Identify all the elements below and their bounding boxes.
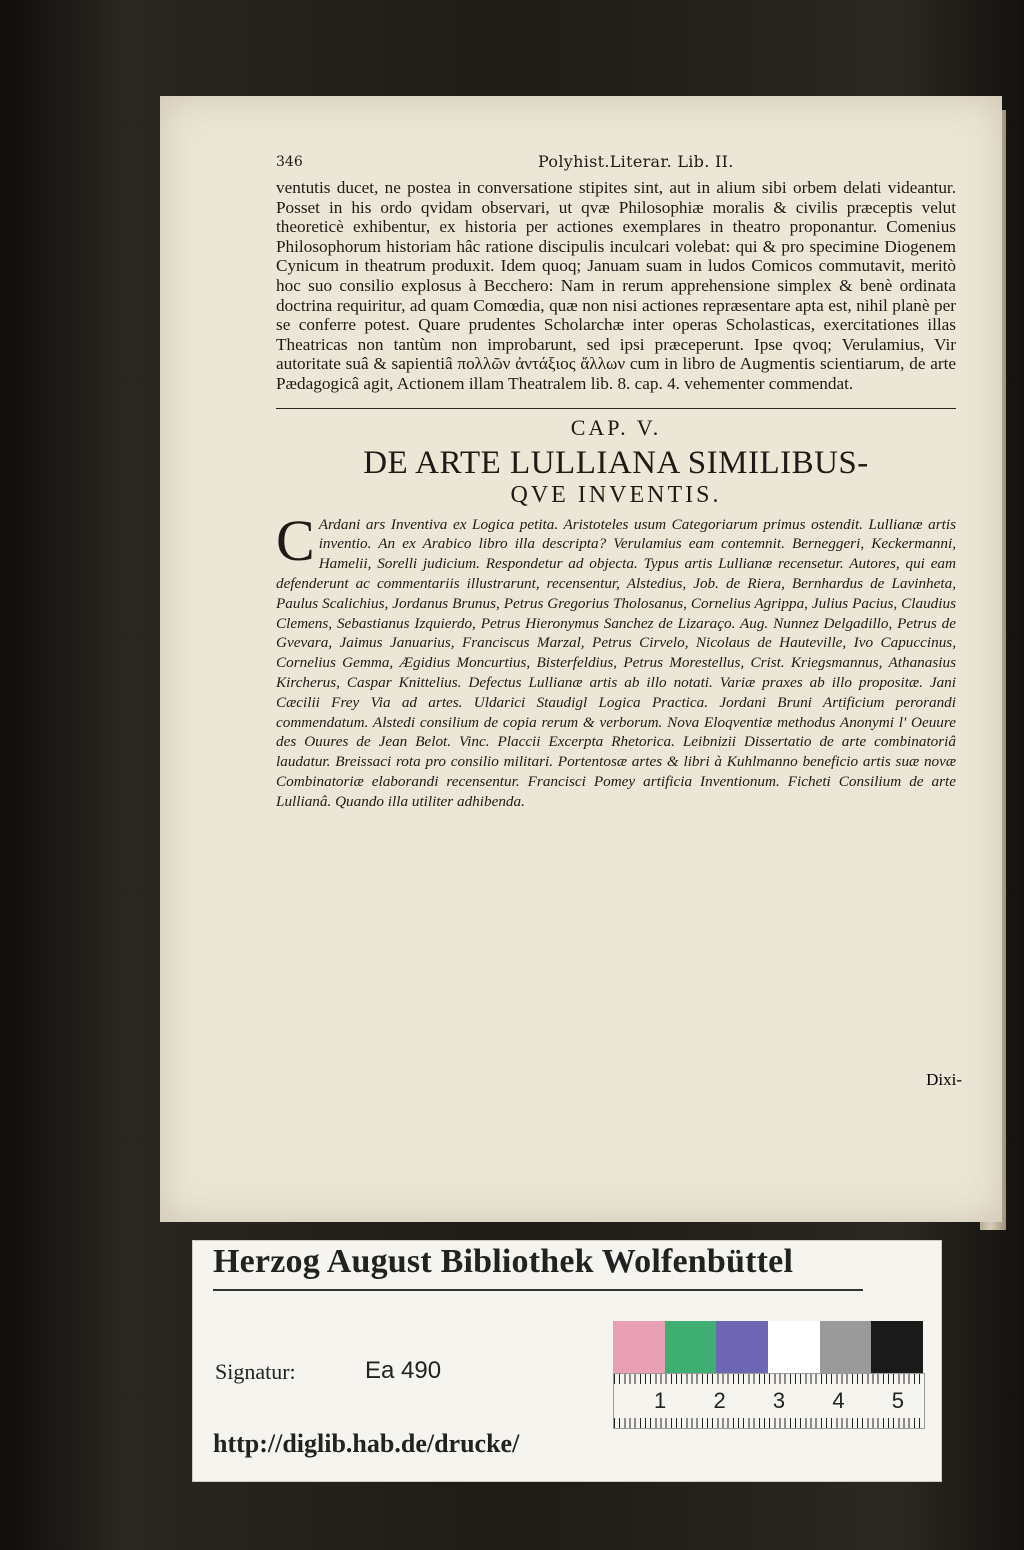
library-name: Herzog August Bibliothek Wolfenbüttel xyxy=(213,1243,794,1280)
ruler-numbers xyxy=(654,1388,904,1414)
catchword: Dixi- xyxy=(926,1070,962,1089)
chapter-summary-text: Ardani ars Inventiva ex Logica petita. Aristoteles usum Categoriarum primus ostendit. Lullianæ artis inventio. An ex Arabico libro illa descripta? Verulamius eam contemnit. Berneggeri, Keckermanni, Hamelii, Sorelli judicium. Respondetur ad objecta. Typus artis Lullianæ recensetur. Autores, qui eam defenderunt ac commentariis illustrarunt, recensentur, Alstedius, Job. de Riera, Bernhardus de Lavinheta, Paulus Scalichius, Jordanus Brunus, Petrus Gregorius Tholosanus, Cornelius Agrippa, Julius Pacius, Claudius Clemens, Sebastianus Izquierdo, Petrus Hieronymus Sanchez de Lizaraço. Aug. Nunnez Delgadillo, Petrus de Gvevara, Jaimus Januarius, Franciscus Marzal, Petrus Cirvelo, Nicolaus de Hauteville, Ivo Capuccinus, Cornelius Gemma, Ægidius Moncurtius, Bisterfeldius, Petrus Morestellus, Crist. Kriegsmannus, Athanasius Kircherus, Caspar Knittelius. Defectus Lullianæ artis ab illo notati. Variæ praxes ab illo propositæ. Jani Cæcilii Frey Via ad artes. Uldarici Staudigl Logica Practica. Jordani Bruni Artificium perorandi commendatum. Alstedi consilium de copia rerum & verborum. Nova Eloqventiæ methodus Anonymi l' Oeuure des Ouures de Jean Belot. Vinc. Placcii Excerpta Rhetorica. Leibnizii Dissertatio de arte combinatoriâ laudatur. Breissaci rota pro consilio militari. Portentosæ artes & libri à Kuhlmanno beneficio artis suæ novæ Combinatoriæ elaborandi recensentur. Francisci Pomey artificia Inventionum. Ficheti Consilium de arte Lullianâ. Quando illa utiliter adhibenda. xyxy=(276,515,956,810)
chapter-title-line-2: QVE INVENTIS. xyxy=(510,481,722,508)
ruler-number: 1 xyxy=(654,1388,667,1413)
color-calibration-strip xyxy=(613,1321,923,1373)
swatch-blue xyxy=(716,1321,768,1373)
signatur-label: Signatur: xyxy=(215,1359,296,1384)
library-label-card xyxy=(192,1240,942,1482)
ruler-number: 5 xyxy=(891,1388,904,1413)
ruler-number: 2 xyxy=(713,1388,726,1413)
chapter-summary xyxy=(276,507,956,812)
library-url: http://diglib.hab.de/drucke/ xyxy=(213,1429,520,1458)
swatch-green xyxy=(665,1321,717,1373)
swatch-white xyxy=(768,1321,820,1373)
ruler-number: 4 xyxy=(832,1388,845,1413)
page-number: 346 xyxy=(276,154,303,170)
book-page xyxy=(160,96,1002,1222)
intro-paragraph: ventutis ducet, ne postea in conversatione stipites sint, aut in alium sibi orbem delati videantur. Posset in his ordo qvidam observari, ut qvæ Philosophiæ moralis & civilis præceptis velut theoreticè exhibentur, ex historia per actiones exemplares in theatro proponantur. Comenius Philosophorum historiam hâc ratione discipulis inculcari volebat: qui & pro specimine Diogenem Cynicum in theatrum produxit. Idem quoq; Januam suam in ludos Comicos commutavit, meritò hoc suo consilio explosus à Becchero: Nam in rerum apprehensione simplex & benè ordinata doctrina requiritur, ad quam Comœdia, quæ non nisi actiones repræsentare apta est, nihil planè per se conferre potest. Quare prudentes Scholarchæ inter operas Scholasticas, exercitationes illas Theatricas non tantùm non improbarunt, sed ipsi præceperunt. Ipse qvoq; Verulamius, Vir autoritate suâ & sapientiâ πολλῶν ἀντάξιος ἄλλων cum in libro de Augmentis scientiarum, de arte Pædagogicâ agit, Actionem illam Theatralem lib. 8. cap. 4. vehementer commendat. xyxy=(276,178,956,393)
swatch-black xyxy=(871,1321,923,1373)
swatch-gray xyxy=(820,1321,872,1373)
ruler-number: 3 xyxy=(772,1388,786,1413)
section-divider xyxy=(276,408,956,409)
scale-ruler xyxy=(613,1373,925,1429)
running-head-title: Polyhist.Literar. Lib. II. xyxy=(538,152,734,171)
library-name-underline xyxy=(213,1289,863,1291)
page-content xyxy=(276,152,956,1192)
running-head xyxy=(276,152,956,178)
drop-cap: C xyxy=(276,507,315,573)
swatch-pink xyxy=(613,1321,665,1373)
chapter-title-line-1: DE ARTE LULLIANA SIMILIBUS- xyxy=(363,444,869,481)
signatur-value: Ea 490 xyxy=(365,1357,442,1384)
chapter-label: CAP. V. xyxy=(570,414,662,440)
